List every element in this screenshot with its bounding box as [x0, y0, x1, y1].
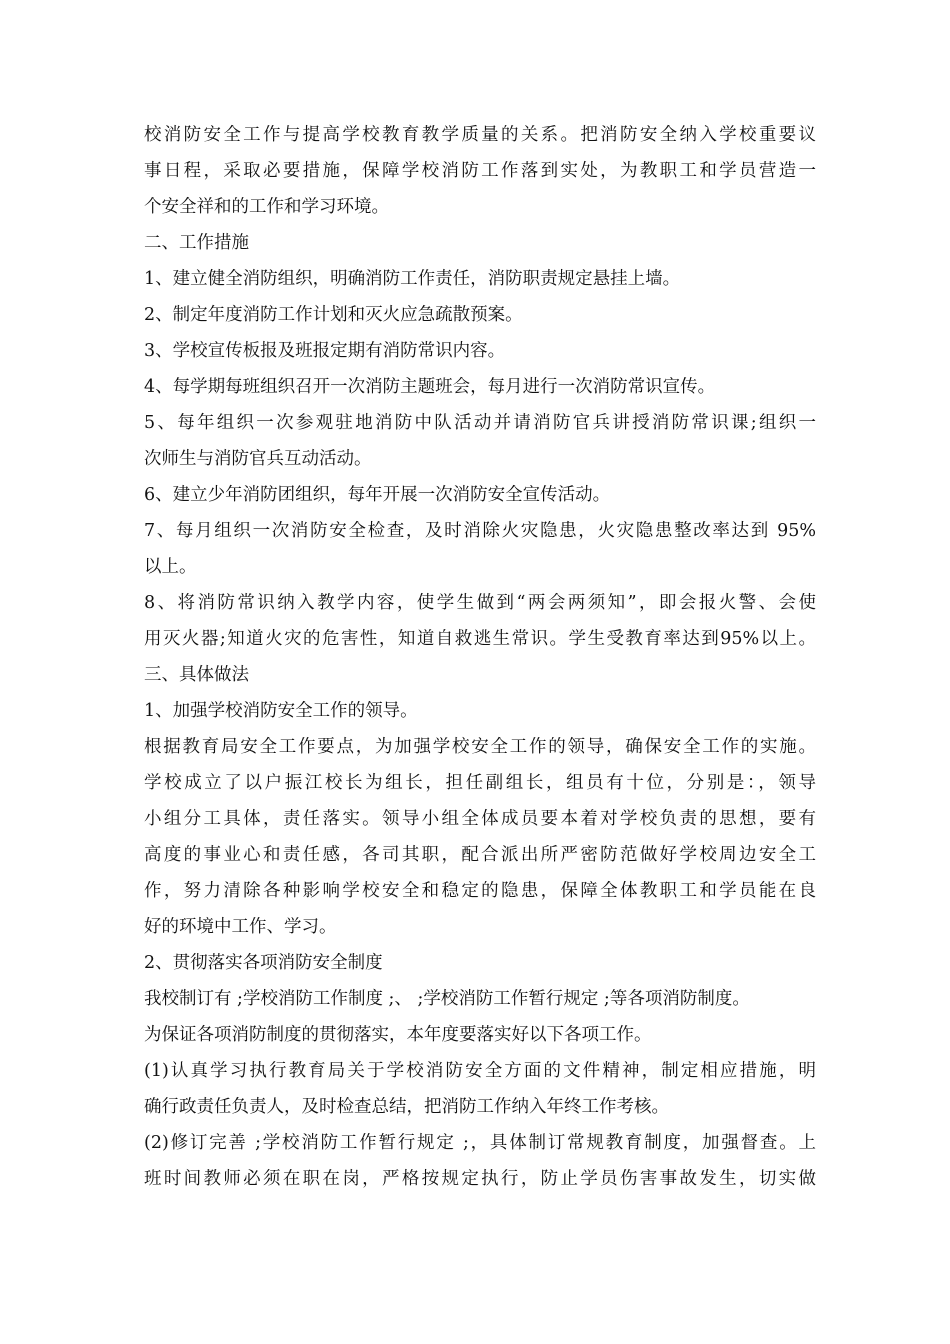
text-line: 6、建立少年消防团组织，每年开展一次消防安全宣传活动。	[144, 485, 611, 505]
text-line: 2、制定年度消防工作计划和灭火应急疏散预案。	[144, 305, 523, 325]
text-line: 根据教育局安全工作要点，为加强学校安全工作的领导，确保安全工作的实施。	[144, 737, 816, 757]
text-line: 事日程，采取必要措施，保障学校消防工作落到实处，为教职工和学员营造一	[144, 161, 816, 181]
text-line: 好的环境中工作、学习。	[144, 917, 337, 937]
text-line: 5、每年组织一次参观驻地消防中队活动并请消防官兵讲授消防常识课;组织一	[144, 413, 816, 433]
text-line: 以上。	[144, 557, 197, 577]
text-line: 作，努力清除各种影响学校安全和稳定的隐患，保障全体教职工和学员能在良	[144, 881, 816, 901]
text-line: 7、每月组织一次消防安全检查，及时消除火灾隐患，火灾隐患整改率达到 95%	[144, 521, 816, 541]
text-line: (2)修订完善 ;学校消防工作暂行规定 ;，具体制订常规教育制度，加强督查。上	[144, 1133, 816, 1153]
text-line: 2、贯彻落实各项消防安全制度	[144, 953, 383, 973]
text-line: 确行政责任负责人，及时检查总结，把消防工作纳入年终工作考核。	[144, 1097, 669, 1117]
text-line: 1、加强学校消防安全工作的领导。	[144, 701, 418, 721]
document-body	[144, 117, 816, 1197]
text-line: 我校制订有 ;学校消防工作制度 ;、 ;学校消防工作暂行规定 ;等各项消防制度。	[144, 989, 750, 1009]
text-line: 8、将消防常识纳入教学内容，使学生做到“两会两须知”，即会报火警、会使	[144, 593, 816, 613]
text-line: 三、具体做法	[144, 665, 249, 685]
text-line: 个安全祥和的工作和学习环境。	[144, 197, 389, 217]
text-line: (1)认真学习执行教育局关于学校消防安全方面的文件精神，制定相应措施，明	[144, 1061, 816, 1081]
text-line: 学校成立了以户振江校长为组长，担任副组长，组员有十位，分别是：，领导	[144, 773, 816, 793]
text-line: 班时间教师必须在职在岗，严格按规定执行，防止学员伤害事故发生，切实做	[144, 1169, 816, 1189]
text-line: 二、工作措施	[144, 233, 249, 253]
text-line: 校消防安全工作与提高学校教育教学质量的关系。把消防安全纳入学校重要议	[144, 125, 816, 145]
text-line: 为保证各项消防制度的贯彻落实，本年度要落实好以下各项工作。	[144, 1025, 652, 1045]
text-line: 用灭火器;知道火灾的危害性，知道自救逃生常识。学生受教育率达到95%以上。	[144, 629, 816, 649]
text-line: 3、学校宣传板报及班报定期有消防常识内容。	[144, 341, 506, 361]
text-line: 高度的事业心和责任感，各司其职，配合派出所严密防范做好学校周边安全工	[144, 845, 816, 865]
text-line: 小组分工具体，责任落实。领导小组全体成员要本着对学校负责的思想，要有	[144, 809, 816, 829]
text-line: 4、每学期每班组织召开一次消防主题班会，每月进行一次消防常识宣传。	[144, 377, 716, 397]
text-line: 1、建立健全消防组织，明确消防工作责任，消防职责规定悬挂上墙。	[144, 269, 681, 289]
text-line: 次师生与消防官兵互动活动。	[144, 449, 372, 469]
